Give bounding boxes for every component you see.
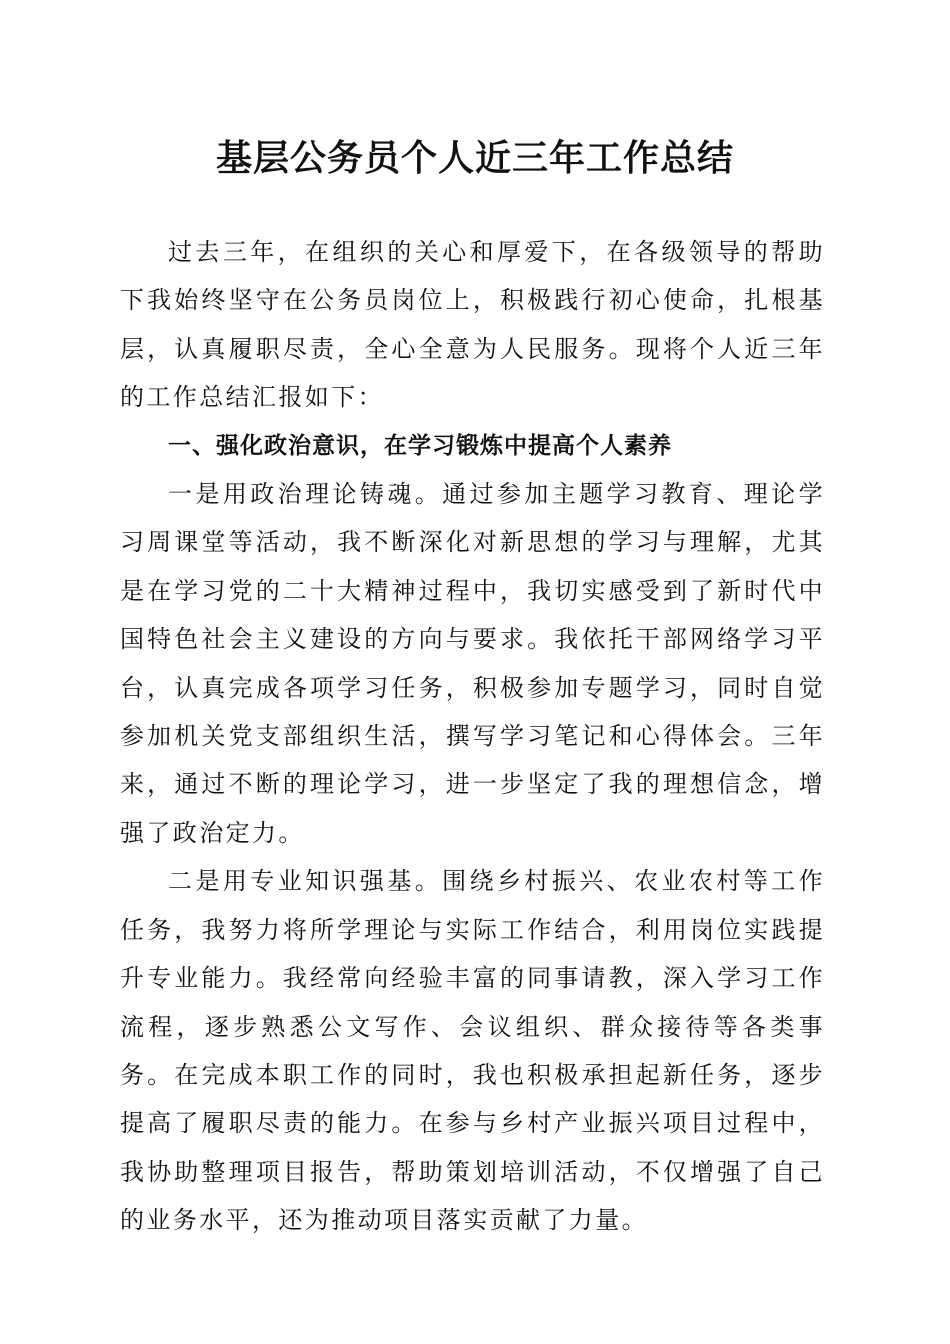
paragraph-lead: 一是用政治理论铸魂。 [168, 480, 443, 509]
paragraph-political-theory [120, 470, 825, 857]
paragraph-text: 通过参加主题学习教育、理论学习周课堂等活动，我不断深化对新思想的学习与理解，尤其是在学习党的二十大精神过程中，我切实感受到了新时代中国特色社会主义建设的方向与要求。我依托干部网络学习平台，认真完成各项学习任务，积极参加专题学习，同时自觉参加机关党支部组织生活，撰写学习笔记和心得体会。三年来，通过不断的理论学习，进一步坚定了我的理想信念，增强了政治定力。 [120, 480, 825, 847]
paragraph-lead: 二是用专业知识强基。 [168, 867, 443, 896]
document-title: 基层公务员个人近三年工作总结 [215, 137, 734, 179]
paragraph-professional-knowledge [120, 857, 825, 1244]
paragraph-text: 围绕乡村振兴、农业农村等工作任务，我努力将所学理论与实际工作结合，利用岗位实践提升专业能力。我经常向经验丰富的同事请教，深入学习工作流程，逐步熟悉公文写作、会议组织、群众接待等各类事务。在完成本职工作的同时，我也积极承担起新任务，逐步提高了履职尽责的能力。在参与乡村产业振兴项目过程中，我协助整理项目报告，帮助策划培训活动，不仅增强了自己的业务水平，还为推动项目落实贡献了力量。 [120, 867, 825, 1235]
section-heading-1: 一、强化政治意识，在学习锻炼中提高个人素养 [168, 432, 672, 459]
intro-paragraph: 过去三年，在组织的关心和厚爱下，在各级领导的帮助下我始终坚守在公务员岗位上，积极践行初心使命，扎根基层，认真履职尽责，全心全意为人民服务。现将个人近三年的工作总结汇报如下： [120, 238, 825, 412]
document-body [120, 228, 825, 1245]
